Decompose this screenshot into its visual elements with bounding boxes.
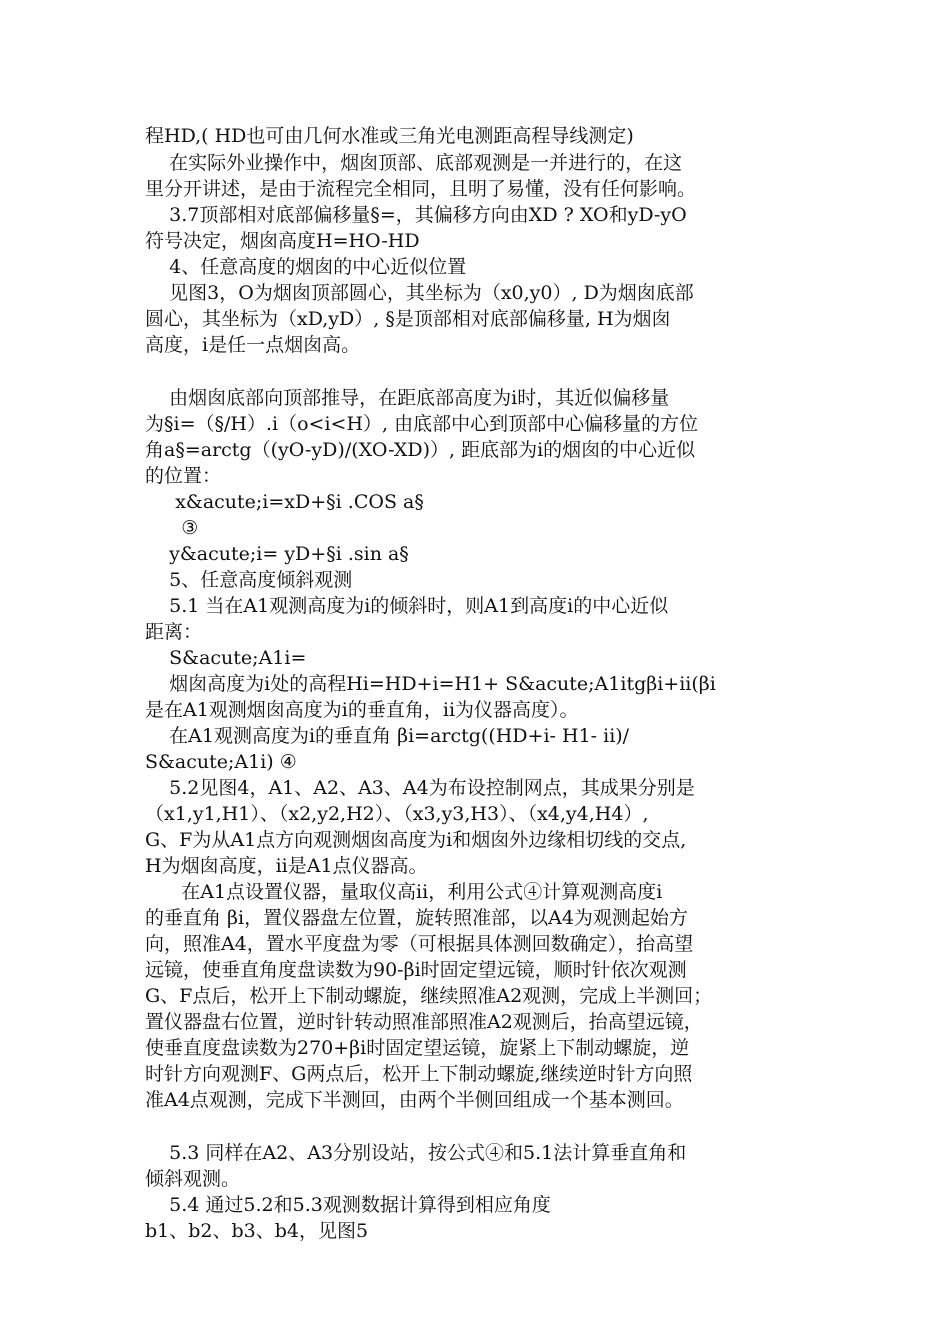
text-line: G、F为从A1点方向观测烟囱高度为i和烟囱外边缘相切线的交点, xyxy=(145,829,687,851)
text-line: b1、b2、b3、b4，见图5 xyxy=(145,1220,369,1242)
text-line: S&acute;A1i) ④ xyxy=(145,751,297,773)
text-line: 在A1点设置仪器，量取仪高ii，利用公式④计算观测高度i xyxy=(145,881,663,903)
text-line: 倾斜观测。 xyxy=(145,1168,241,1190)
text-line: 置仪器盘右位置，逆时针转动照准部照准A2观测后，抬高望远镜， xyxy=(145,1011,703,1033)
text-line: 的位置： xyxy=(145,465,222,487)
text-line: 5.1 当在A1观测高度为i的倾斜时，则A1到高度i的中心近似 xyxy=(145,595,669,617)
text-line: 5.2见图4，A1、A2、A3、A4为布设控制网点，其成果分别是 xyxy=(145,777,695,799)
text-line: 向，照准A4，置水平度盘为零（可根据具体测回数确定），抬高望 xyxy=(145,933,694,955)
text-line: 远镜，使垂直角度盘读数为90-βi时固定望远镜，顺时针依次观测 xyxy=(145,959,687,981)
text-line: 3.7顶部相对底部偏移量§=，其偏移方向由XD ? XO和yD-yO xyxy=(145,204,687,226)
text-line: 是在A1观测烟囱高度为i的垂直角，ii为仪器高度）。 xyxy=(145,699,579,721)
formula-line: y&acute;i= yD+§i .sin a§ xyxy=(145,543,409,565)
text-line: 在实际外业操作中，烟囱顶部、底部观测是一并进行的，在这 xyxy=(145,152,683,174)
text-line: 时针方向观测F、G两点后，松开上下制动螺旋,继续逆时针方向照 xyxy=(145,1063,693,1085)
text-line: 5.3 同样在A2、A3分别设站，按公式④和5.1法计算垂直角和 xyxy=(145,1142,687,1164)
text-line: 由烟囱底部向顶部推导，在距底部高度为i时，其近似偏移量 xyxy=(145,387,670,409)
text-line: （x1,y1,H1）、（x2,y2,H2）、（x3,y3,H3）、（x4,y4,H4）, xyxy=(145,803,649,825)
text-line: 5.4 通过5.2和5.3观测数据计算得到相应角度 xyxy=(145,1194,551,1216)
text-line: 的垂直角 βi，置仪器盘左位置，旋转照准部，以A4为观测起始方 xyxy=(145,907,688,929)
text-line: 距离： xyxy=(145,621,203,643)
text-line: 烟囱高度为i处的高程Hi=HD+i=H1+ S&acute;A1itgβi+ii(βi xyxy=(145,673,716,695)
text-line: 在A1观测高度为i的垂直角 βi=arctg((HD+i- H1- ii)/ xyxy=(145,725,630,747)
text-line: 符号决定，烟囱高度H=HO-HD xyxy=(145,230,420,252)
text-line: 圆心，其坐标为（xD,yD）, §是顶部相对底部偏移量, H为烟囱 xyxy=(145,308,671,330)
text-line: 4、任意高度的烟囱的中心近似位置 xyxy=(145,256,467,278)
text-line: 高度，i是任一点烟囱高。 xyxy=(145,334,361,356)
text-line: G、F点后，松开上下制动螺旋，继续照准A2观测，完成上半测回； xyxy=(145,985,713,1007)
text-line: 见图3，O为烟囱顶部圆心，其坐标为（x0,y0）, D为烟囱底部 xyxy=(145,282,694,304)
text-line: 角a§=arctg（(yO-yD)/(XO-XD)）, 距底部为i的烟囱的中心近似 xyxy=(145,439,696,461)
text-line: 为§i=（§/H）.i（o<i<H）, 由底部中心到顶部中心偏移量的方位 xyxy=(145,413,699,435)
text-line: 里分开讲述，是由于流程完全相同，且明了易懂，没有任何影响。 xyxy=(145,178,697,200)
formula-line: x&acute;i=xD+§i .COS a§ xyxy=(145,491,424,513)
formula-line: S&acute;A1i= xyxy=(145,647,307,669)
section-heading: 5、任意高度倾斜观测 xyxy=(145,569,353,591)
text-line: 准A4点观测，完成下半测回，由两个半侧回组成一个基本测回。 xyxy=(145,1089,684,1111)
text-line: H为烟囱高度，ii是A1点仪器高。 xyxy=(145,855,428,877)
text-line: 使垂直度盘读数为270+βi时固定望运镜，旋紧上下制动螺旋，逆 xyxy=(145,1037,690,1059)
text-line: 程HD,( HD也可由几何水准或三角光电测距高程导线测定) xyxy=(145,125,634,147)
formula-number: ③ xyxy=(145,517,199,539)
